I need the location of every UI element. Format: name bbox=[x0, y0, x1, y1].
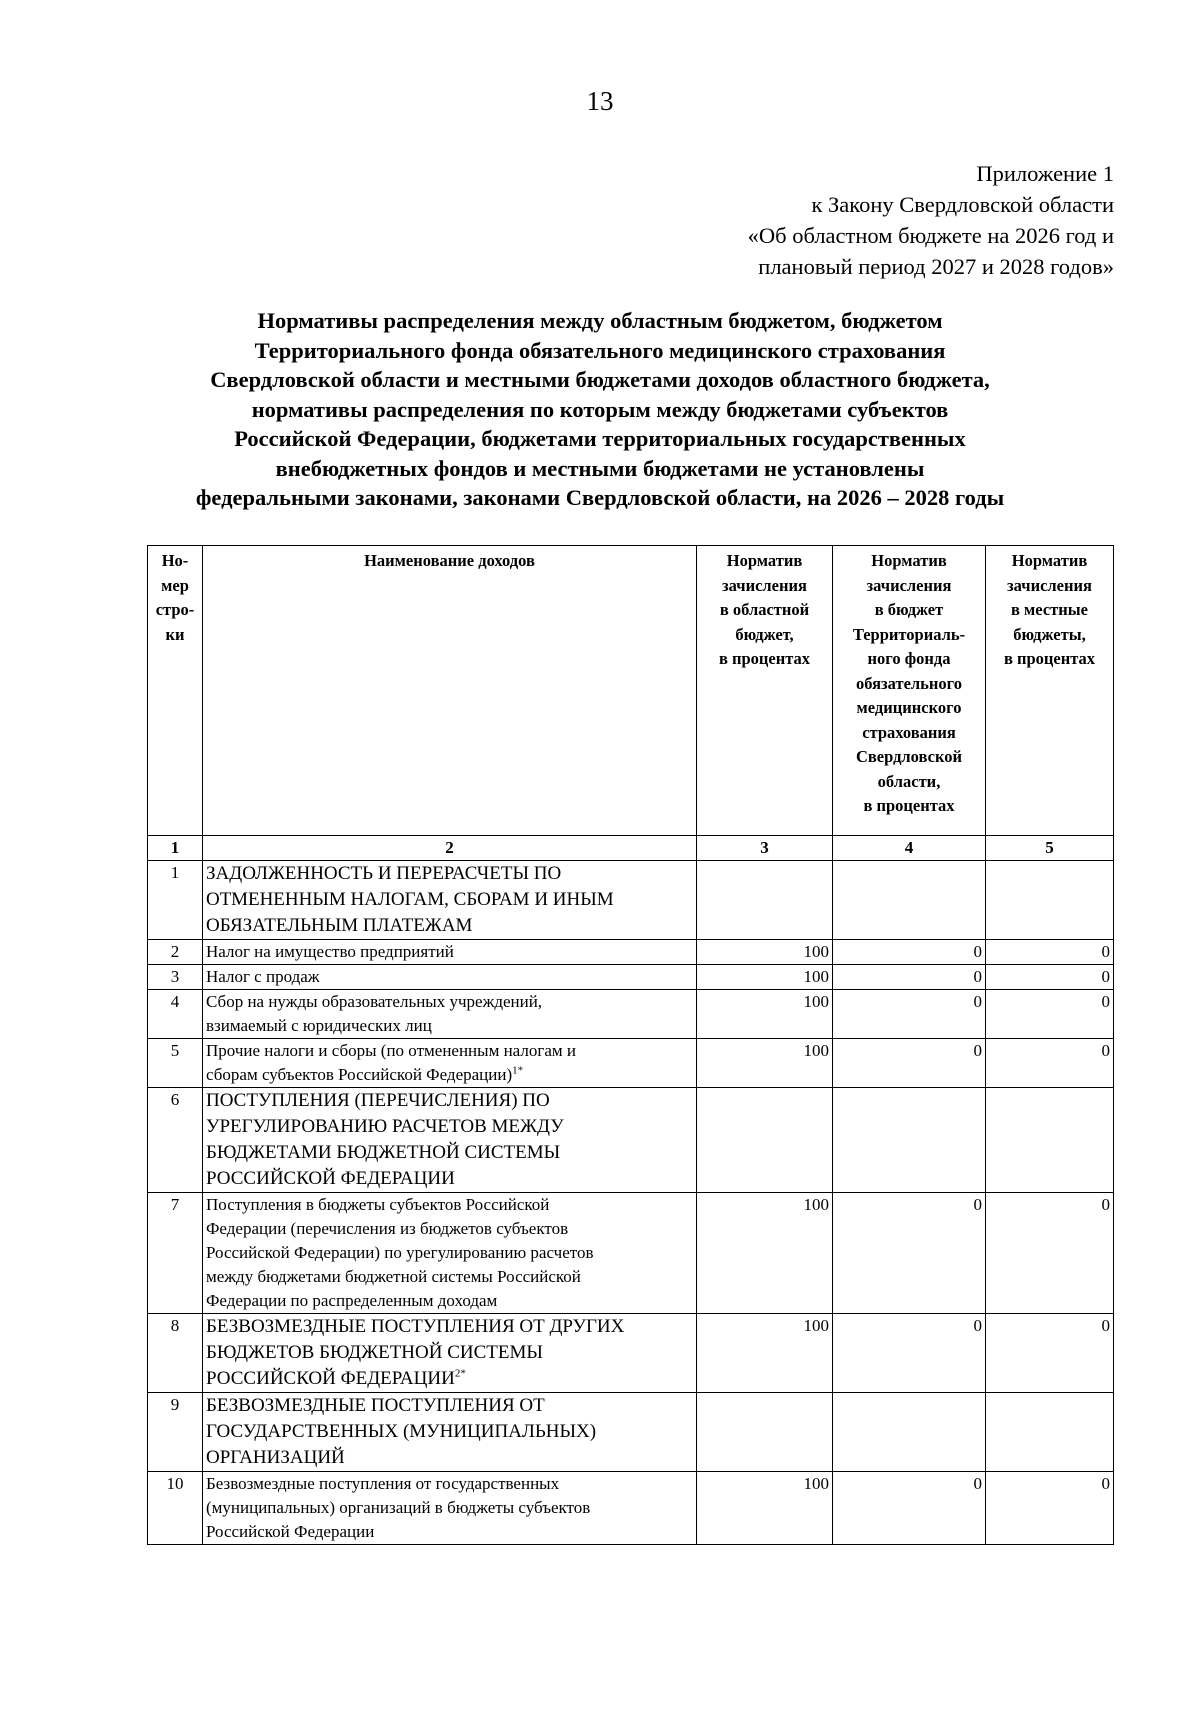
income-name-line bbox=[206, 887, 693, 913]
row-number: 6 bbox=[148, 1088, 203, 1193]
header-line: в процентах bbox=[863, 796, 955, 815]
table-body bbox=[148, 861, 1114, 1545]
header-line: зачисления bbox=[1007, 575, 1092, 595]
income-name-text: ПОСТУПЛЕНИЯ (ПЕРЕЧИСЛЕНИЯ) ПО bbox=[206, 1090, 550, 1111]
regional-budget-value bbox=[697, 861, 833, 940]
header-line: мер bbox=[161, 575, 189, 595]
column-number: 1 bbox=[148, 836, 203, 861]
header-row-number bbox=[148, 546, 203, 836]
header-line: в процентах bbox=[718, 649, 811, 668]
local-budgets-value bbox=[986, 861, 1114, 940]
column-number: 4 bbox=[833, 836, 986, 861]
medical-fund-value: 0 bbox=[833, 940, 986, 965]
income-name-line bbox=[206, 1314, 693, 1340]
table-row bbox=[148, 1393, 1114, 1472]
regional-budget-value: 100 bbox=[697, 940, 833, 965]
income-name-text: БЕЗВОЗМЕЗДНЫЕ ПОСТУПЛЕНИЯ ОТ bbox=[206, 1395, 545, 1416]
income-name-line bbox=[206, 1496, 693, 1520]
header-line: Норматив bbox=[1011, 551, 1088, 570]
income-name-line bbox=[206, 940, 693, 964]
income-name bbox=[203, 990, 697, 1039]
title-line: нормативы распределения по которым между бюджетами субъектов bbox=[251, 396, 949, 422]
header-line: в бюджет bbox=[874, 600, 944, 619]
header-line: в процентах bbox=[1003, 649, 1096, 668]
row-number: 8 bbox=[148, 1314, 203, 1393]
header-line: бюджеты, bbox=[1013, 624, 1086, 644]
income-name-line bbox=[206, 1340, 693, 1366]
income-name-text: ОРГАНИЗАЦИЙ bbox=[206, 1447, 345, 1468]
column-number: 3 bbox=[697, 836, 833, 861]
income-name-text: РОССИЙСКОЙ ФЕДЕРАЦИИ bbox=[206, 1168, 455, 1189]
income-name-line bbox=[206, 1393, 693, 1419]
header-line: Территориаль- bbox=[852, 624, 966, 644]
income-name-text: БЕЗВОЗМЕЗДНЫЕ ПОСТУПЛЕНИЯ ОТ ДРУГИХ bbox=[206, 1316, 625, 1337]
row-number: 1 bbox=[148, 861, 203, 940]
income-name-line bbox=[206, 1166, 693, 1192]
header-income-name bbox=[203, 546, 697, 836]
income-name-text: Федерации по распределенным доходам bbox=[206, 1291, 498, 1310]
income-name bbox=[203, 861, 697, 940]
table-row bbox=[148, 1193, 1114, 1314]
regional-budget-value: 100 bbox=[697, 1472, 833, 1545]
medical-fund-value bbox=[833, 1393, 986, 1472]
appendix-line: плановый период 2027 и 2028 годов» bbox=[758, 254, 1114, 279]
medical-fund-value: 0 bbox=[833, 965, 986, 990]
row-number: 9 bbox=[148, 1393, 203, 1472]
income-name bbox=[203, 1193, 697, 1314]
title-line: Свердловской области и местными бюджетами доходов областного бюджета, bbox=[210, 367, 990, 392]
income-name-text: ОТМЕНЕННЫМ НАЛОГАМ, СБОРАМ И ИНЫМ bbox=[206, 889, 614, 910]
header-line: Норматив bbox=[726, 551, 803, 570]
local-budgets-value: 0 bbox=[986, 965, 1114, 990]
income-name-line bbox=[206, 1445, 693, 1471]
appendix-reference bbox=[554, 158, 1114, 282]
income-name-text: Безвозмездные поступления от государственных bbox=[206, 1474, 560, 1493]
row-number: 2 bbox=[148, 940, 203, 965]
header-medical-fund bbox=[833, 546, 986, 836]
row-number: 5 bbox=[148, 1039, 203, 1088]
title-line: федеральными законами, законами Свердловской области, на 2026 – 2028 годы bbox=[195, 485, 1005, 510]
header-line: медицинского bbox=[856, 698, 962, 717]
table-row bbox=[148, 1472, 1114, 1545]
table-row bbox=[148, 1088, 1114, 1193]
header-regional-budget bbox=[697, 546, 833, 836]
local-budgets-value: 0 bbox=[986, 940, 1114, 965]
table-row bbox=[148, 940, 1114, 965]
income-name-line bbox=[206, 1520, 693, 1544]
income-name-text: ОБЯЗАТЕЛЬНЫМ ПЛАТЕЖАМ bbox=[206, 915, 473, 936]
income-name-line bbox=[206, 913, 693, 939]
row-number: 7 bbox=[148, 1193, 203, 1314]
income-name-text: ЗАДОЛЖЕННОСТЬ И ПЕРЕРАСЧЕТЫ ПО bbox=[206, 863, 562, 884]
income-name-text: Поступления в бюджеты субъектов Российской bbox=[206, 1195, 550, 1214]
footnote-marker: 2* bbox=[454, 1367, 466, 1380]
header-line: в областной bbox=[719, 600, 810, 619]
income-name bbox=[203, 1472, 697, 1545]
income-name-line bbox=[206, 1114, 693, 1140]
appendix-line: Приложение 1 bbox=[976, 161, 1114, 186]
title-line: Территориального фонда обязательного медицинского страхования bbox=[254, 337, 946, 363]
income-name-line bbox=[206, 965, 693, 989]
income-name-line bbox=[206, 1366, 693, 1392]
page-number: 13 bbox=[586, 86, 614, 116]
medical-fund-value: 0 bbox=[833, 990, 986, 1039]
header-line: Свердловской bbox=[855, 747, 963, 766]
title-line: Российской Федерации, бюджетами территориальных государственных bbox=[234, 426, 966, 451]
header-local-budgets bbox=[986, 546, 1114, 836]
income-name bbox=[203, 940, 697, 965]
income-name-line bbox=[206, 1419, 693, 1445]
local-budgets-value: 0 bbox=[986, 1193, 1114, 1314]
appendix-line: к Закону Свердловской области bbox=[811, 192, 1114, 217]
income-name-text: между бюджетами бюджетной системы Российской bbox=[206, 1267, 581, 1286]
table-row bbox=[148, 861, 1114, 940]
income-name-text: взимаемый с юридических лиц bbox=[206, 1016, 432, 1035]
regional-budget-value bbox=[697, 1393, 833, 1472]
income-name-line bbox=[206, 990, 693, 1014]
header-line: зачисления bbox=[866, 575, 952, 595]
income-name-text: РОССИЙСКОЙ ФЕДЕРАЦИИ bbox=[206, 1368, 455, 1389]
income-name-line bbox=[206, 1289, 693, 1313]
income-name-text: БЮДЖЕТОВ БЮДЖЕТНОЙ СИСТЕМЫ bbox=[206, 1342, 543, 1363]
income-name-line bbox=[206, 1265, 693, 1289]
local-budgets-value: 0 bbox=[986, 1314, 1114, 1393]
income-name-text: Федерации (перечисления из бюджетов субъектов bbox=[206, 1219, 569, 1238]
local-budgets-value: 0 bbox=[986, 1039, 1114, 1088]
income-name-line bbox=[206, 1039, 693, 1063]
income-name-line bbox=[206, 1241, 693, 1265]
header-line: обязательного bbox=[856, 673, 962, 693]
title-line: Нормативы распределения между областным бюджетом, бюджетом bbox=[257, 308, 943, 333]
income-name bbox=[203, 1088, 697, 1193]
income-name-text: БЮДЖЕТАМИ БЮДЖЕТНОЙ СИСТЕМЫ bbox=[206, 1142, 561, 1163]
income-name-line bbox=[206, 1217, 693, 1241]
local-budgets-value: 0 bbox=[986, 990, 1114, 1039]
header-line: Наименование доходов bbox=[364, 551, 535, 570]
appendix-line: «Об областном бюджете на 2026 год и bbox=[747, 223, 1114, 248]
regional-budget-value: 100 bbox=[697, 965, 833, 990]
income-name-text: Российской Федерации bbox=[206, 1522, 375, 1541]
regional-budget-value: 100 bbox=[697, 1039, 833, 1088]
income-name-line bbox=[206, 1472, 693, 1496]
income-name bbox=[203, 1393, 697, 1472]
local-budgets-value: 0 bbox=[986, 1472, 1114, 1545]
income-name-line bbox=[206, 1193, 693, 1217]
local-budgets-value bbox=[986, 1393, 1114, 1472]
medical-fund-value: 0 bbox=[833, 1472, 986, 1545]
regional-budget-value: 100 bbox=[697, 1193, 833, 1314]
header-line: бюджет, bbox=[735, 624, 794, 644]
income-name bbox=[203, 1039, 697, 1088]
table-row bbox=[148, 1039, 1114, 1088]
header-line: стро- bbox=[155, 600, 195, 619]
income-name-text: Налог с продаж bbox=[206, 967, 320, 986]
header-line: в местные bbox=[1011, 600, 1088, 619]
norms-table bbox=[147, 545, 1114, 1545]
income-name-text: ГОСУДАРСТВЕННЫХ (МУНИЦИПАЛЬНЫХ) bbox=[206, 1421, 597, 1442]
medical-fund-value bbox=[833, 1088, 986, 1193]
header-line: области, bbox=[877, 771, 941, 791]
column-number-row bbox=[148, 836, 1114, 861]
medical-fund-value: 0 bbox=[833, 1039, 986, 1088]
medical-fund-value: 0 bbox=[833, 1314, 986, 1393]
row-number: 10 bbox=[148, 1472, 203, 1545]
column-number: 5 bbox=[986, 836, 1114, 861]
row-number: 3 bbox=[148, 965, 203, 990]
table-row bbox=[148, 965, 1114, 990]
medical-fund-value: 0 bbox=[833, 1193, 986, 1314]
header-line: Норматив bbox=[871, 551, 947, 570]
income-name-text: сборам субъектов Российской Федерации) bbox=[206, 1065, 513, 1084]
header-row bbox=[148, 546, 1114, 836]
table-row bbox=[148, 1314, 1114, 1393]
header-line: Но- bbox=[161, 551, 189, 570]
header-line: ного фонда bbox=[867, 649, 951, 668]
footnote-marker: 1* bbox=[512, 1064, 524, 1077]
medical-fund-value bbox=[833, 861, 986, 940]
row-number: 4 bbox=[148, 990, 203, 1039]
regional-budget-value: 100 bbox=[697, 1314, 833, 1393]
income-name-line bbox=[206, 1088, 693, 1114]
income-name bbox=[203, 965, 697, 990]
income-name bbox=[203, 1314, 697, 1393]
regional-budget-value: 100 bbox=[697, 990, 833, 1039]
income-name-text: Российской Федерации) по урегулированию расчетов bbox=[206, 1243, 594, 1262]
title-line: внебюджетных фондов и местными бюджетами не установлены bbox=[275, 455, 925, 481]
income-name-line bbox=[206, 1140, 693, 1166]
table-row bbox=[148, 990, 1114, 1039]
header-line: страхования bbox=[862, 722, 956, 742]
header-line: зачисления bbox=[722, 575, 807, 595]
income-name-line bbox=[206, 1063, 693, 1087]
header-line: ки bbox=[165, 624, 185, 644]
regional-budget-value bbox=[697, 1088, 833, 1193]
income-name-text: УРЕГУЛИРОВАНИЮ РАСЧЕТОВ МЕЖДУ bbox=[206, 1116, 564, 1137]
income-name-text: Налог на имущество предприятий bbox=[206, 942, 454, 961]
income-name-text: Сбор на нужды образовательных учреждений, bbox=[206, 992, 543, 1011]
income-name-line bbox=[206, 1014, 693, 1038]
document-title bbox=[150, 306, 1050, 513]
income-name-text: Прочие налоги и сборы (по отмененным налогам и bbox=[206, 1041, 576, 1060]
column-number: 2 bbox=[203, 836, 697, 861]
income-name-line bbox=[206, 861, 693, 887]
local-budgets-value bbox=[986, 1088, 1114, 1193]
income-name-text: (муниципальных) организаций в бюджеты субъектов bbox=[206, 1498, 591, 1517]
